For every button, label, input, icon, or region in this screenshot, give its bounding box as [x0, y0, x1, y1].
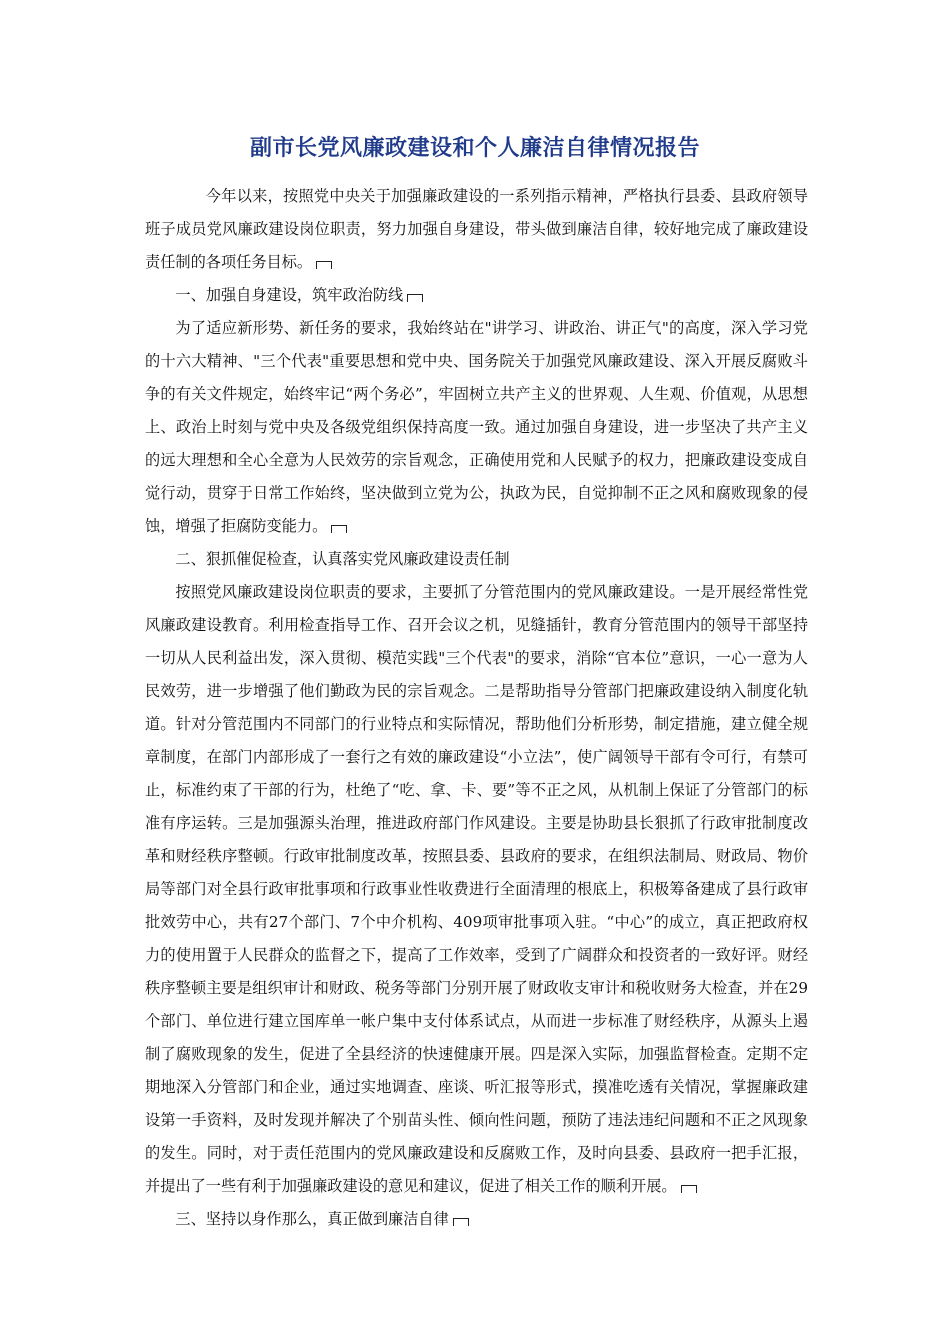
- paragraph-mark-icon: [681, 1185, 697, 1193]
- intro-paragraph: [145, 180, 808, 279]
- paragraph-mark-icon: [316, 261, 332, 269]
- document-body: [145, 180, 808, 1236]
- paragraph-text: 今年以来，按照党中央关于加强廉政建设的一系列指示精神，严格执行县委、县政府领导班子成员党风廉政建设岗位职责，努力加强自身建设，带头做到廉洁自律，较好地完成了廉政建设责任制的各项任务目标。: [145, 187, 808, 271]
- section-heading-1: [145, 279, 808, 312]
- section-1-paragraph: [145, 312, 808, 543]
- heading-text: 二、狠抓催促检查，认真落实党风廉政建设责任制: [175, 550, 510, 568]
- section-heading-3: [145, 1203, 808, 1236]
- paragraph-mark-icon: [407, 294, 423, 302]
- paragraph-mark-icon: [453, 1218, 469, 1226]
- heading-text: 一、加强自身建设，筑牢政治防线: [175, 286, 404, 304]
- section-2-paragraph: [145, 576, 808, 1203]
- paragraph-mark-icon: [331, 525, 347, 533]
- heading-text: 三、坚持以身作那么，真正做到廉洁自律: [175, 1210, 449, 1228]
- document-title: 副市长党风廉政建设和个人廉洁自律情况报告: [249, 136, 700, 161]
- section-heading-2: [145, 543, 808, 576]
- paragraph-text: 为了适应新形势、新任务的要求，我始终站在"讲学习、讲政治、讲正气"的高度，深入学习党的十六大精神、"三个代表"重要思想和党中央、国务院关于加强党风廉政建设、深入开展反腐败斗争的有关文件规定，始终牢记“两个务必”，牢固树立共产主义的世界观、人生观、价值观，从思想上、政治上时刻与党中央及各级党组织保持高度一致。通过加强自身建设，进一步坚决了共产主义的远大理想和全心全意为人民效劳的宗旨观念，正确使用党和人民赋予的权力，把廉政建设变成自觉行动，贯穿于日常工作始终，坚决做到立党为公，执政为民，自觉抑制不正之风和腐败现象的侵蚀，增强了拒腐防变能力。: [145, 319, 808, 535]
- paragraph-text: 按照党风廉政建设岗位职责的要求，主要抓了分管范围内的党风廉政建设。一是开展经常性党风廉政建设教育。利用检查指导工作、召开会议之机，见缝插针，教育分管范围内的领导干部坚持一切从人民利益出发，深入贯彻、模范实践"三个代表"的要求，消除“官本位”意识，一心一意为人民效劳，进一步增强了他们勤政为民的宗旨观念。二是帮助指导分管部门把廉政建设纳入制度化轨道。针对分管范围内不同部门的行业特点和实际情况，帮助他们分析形势，制定措施，建立健全规章制度，在部门内部形成了一套行之有效的廉政建设“小立法”，使广阔领导干部有令可行，有禁可止，标准约束了干部的行为，杜绝了“吃、拿、卡、要”等不正之风，从机制上保证了分管部门的标准有序运转。三是加强源头治理，推进政府部门作风建设。主要是协助县长狠抓了行政审批制度改革和财经秩序整顿。行政审批制度改革，按照县委、县政府的要求，在组织法制局、财政局、物价局等部门对全县行政审批事项和行政事业性收费进行全面清理的根底上，积极筹备建成了县行政审批效劳中心，共有27个部门、7个中介机构、409项审批事项入驻。“中心”的成立，真正把政府权力的使用置于人民群众的监督之下，提高了工作效率，受到了广阔群众和投资者的一致好评。财经秩序整顿主要是组织审计和财政、税务等部门分别开展了财政收支审计和税收财务大检查，并在29个部门、单位进行建立国库单一帐户集中支付体系试点，从而进一步标准了财经秩序，从源头上遏制了腐败现象的发生，促进了全县经济的快速健康开展。四是深入实际，加强监督检查。定期不定期地深入分管部门和企业，通过实地调查、座谈、听汇报等形式，摸准吃透有关情况，掌握廉政建设第一手资料，及时发现并解决了个别苗头性、倾向性问题，预防了违法违纪问题和不正之风现象的发生。同时，对于责任范围内的党风廉政建设和反腐败工作，及时向县委、县政府一把手汇报，并提出了一些有利于加强廉政建设的意见和建议，促进了相关工作的顺利开展。: [145, 583, 808, 1195]
